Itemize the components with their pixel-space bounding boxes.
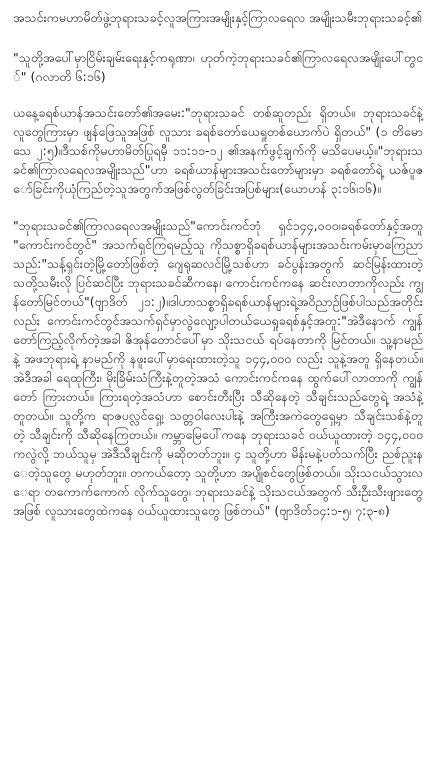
body-paragraph-2: "ဘုရားသခင်၏ကြာလရေလအမျိုးသည်"ကောင်းကင်ဘုံ ရှင်၁၄၄,၀၀၀၊ခရစ်တော်နှင့်အတူ "ကောင်းကင်တွင်" အသက်ရှင်ကြရမည့်သူ ကိုသစ္စာရှိခရစ်ယာန်များအသင်းကမ်းမှာကြေညာသည်:"သန့်ရှင်းတဲ့မြို့တော်ဖြစ်တဲ့ ဂျေရုဆလင်မြို့သစ်ဟာ ခင်ပွန်းအတွက် ဆင်မြန်းထားတဲ့ သတို့သမီးလို ပြင်ဆင်ပြီး ဘုရားသခင်ဆီကနေ၊ ကောင်းကင်ကနေ ဆင်းလာတာကိုလည်း ကျွန်တော်မြင်တယ်"(ဗျာဒိတ် ၂၁:၂)။ဒါဟာသစ္စာရှိခရစ်ယာန်များရဲ့အဝိညာဉ်ဖြစ်ပါသည်အတိုင်းလည်း ကောင်းကင်တွင်အသက်ရှင်မှာလွဲလျော့ပါတယ်ယေရှုခရစ်နှင့်အတူ:"အဲဒီနောက် ကျွန်တော်ကြည့်လိုက်တဲ့အခါ ဇိအုန်တောင်ပေါ်မှာ သိုးသငယ် ရပ်နေတာကို မြင်တယ်။ သူ့နာမည်နဲ့ အဖဘုရားရဲ့ နာမည်ကို နဖူးပေါ်မှာရေးထားတဲ့သူ ၁၄၄,၀၀၀ လည်း သူနဲ့အတူ ရှိနေတယ်။ အဲဒီအခါ ရေထုကြီး၊ မိုးခြိမ်းသံကြီးနဲ့တူတဲ့အသံ ကောင်းကင်ကနေ ထွက်ပေါ်လာတာကို ကျွန်တော် ကြားတယ်။ ကြားရတဲ့အသံဟာ စောင်းတီးပြီး သီဆိုနေတဲ့ သီချင်းသည်တွေရဲ့ အသံနဲ့တူတယ်။ သူတို့က ရာဇပလ္လင်ရှေ့၊ သတ္တဝါလေးပါးနဲ့ အကြီးအကဲတွေရှေ့မှာ သီချင်းသစ်နဲ့တူတဲ့ သီချင်းကို သီဆိုနေကြတယ်။ ကမ္ဘာမြေပေါ်ကနေ ဘုရားသခင် ဝယ်ယူထားတဲ့ ၁၄၄,၀၀၀ ကလွဲလို့ ဘယ်သူမှ အဲဒီသီချင်းကို မဆိုတတ်ဘူး။ ၄ သူတို့ဟာ မိန်းမနဲ့ပတ်သက်ပြီး ညစ်ညူးနေတဲ့သူတွေ မဟုတ်ဘူး။ တကယ်တော့ သူတို့ဟာ အပျိုစင်တွေဖြစ်တယ်။ သိုးသငယ်သွားလေရာ တကောက်ကောက် လိုက်သူတွေ၊ ဘုရားသခင်နဲ့ သိုးသငယ်အတွက် သီးဦးသီးဖျားတွေအဖြစ် လူသားတွေထဲကနေ ဝယ်ယူထားသူတွေ ဖြစ်တယ်" (ဗျာဒိတ်၁၄:၁-၅၊ ၇:၃-၈) — [13, 218, 423, 518]
body-paragraph-1: ယနေ့ခရစ်ယာန်အသင်းတော်၏အမေး:"ဘုရားသခင် တစ်ဆူတည်း ရှိတယ်။ ဘုရားသခင်နဲ့ လူတွေကြားမှာ ဖျန်ဖြေသူအဖြစ် လူသား ခရစ်တော်ယေရှုတစ်ယောက်ပဲ ရှိတယ်" (၁ တိမောသေ ၂:၅)။ဒီသစ်ကိုမဟာမိတ်ပြုရမှီ ၁၁:၁၁-၁၂ ၏အနက်ဖွင့်ချက်ကို မသိပေမယ့်။"ဘုရားသခင်၏ကြာလရေလအမျိုးသည်"ဟာ ခရစ်ယာန်များအသင်းတော်များမှာ ခရစ်တော်ရဲ့ ယဇ်ပူဇော်ခြင်းကိုယုံကြည်တဲ့သူအတွက်အဖြစ်လွတ်ခြင်းအပြစ်များ(ယောဟန် ၃:၁၆၊၁၆)။ — [13, 105, 423, 196]
scripture-quote-paragraph: "သူတို့အပေါ်မှာငြိမ်းချမ်းရေးနှင့်ကရုဏာ၊ ဟုတ်ကဲ့ဘုရားသခင်၏ကြာလရေလအမျိုးပေါ်တွင်" (ဂလာတိ ၆:၁၆) — [13, 50, 423, 84]
heading-paragraph: အသင်းကမဟာမိတ်ဖွဲ့ဘုရားသခင့်လူအကြားအမျိုးနှင့်ကြာလရေလ အမျိုးသမီးဘုရားသခင့်၏ — [13, 10, 422, 25]
article-body — [13, 8, 423, 520]
